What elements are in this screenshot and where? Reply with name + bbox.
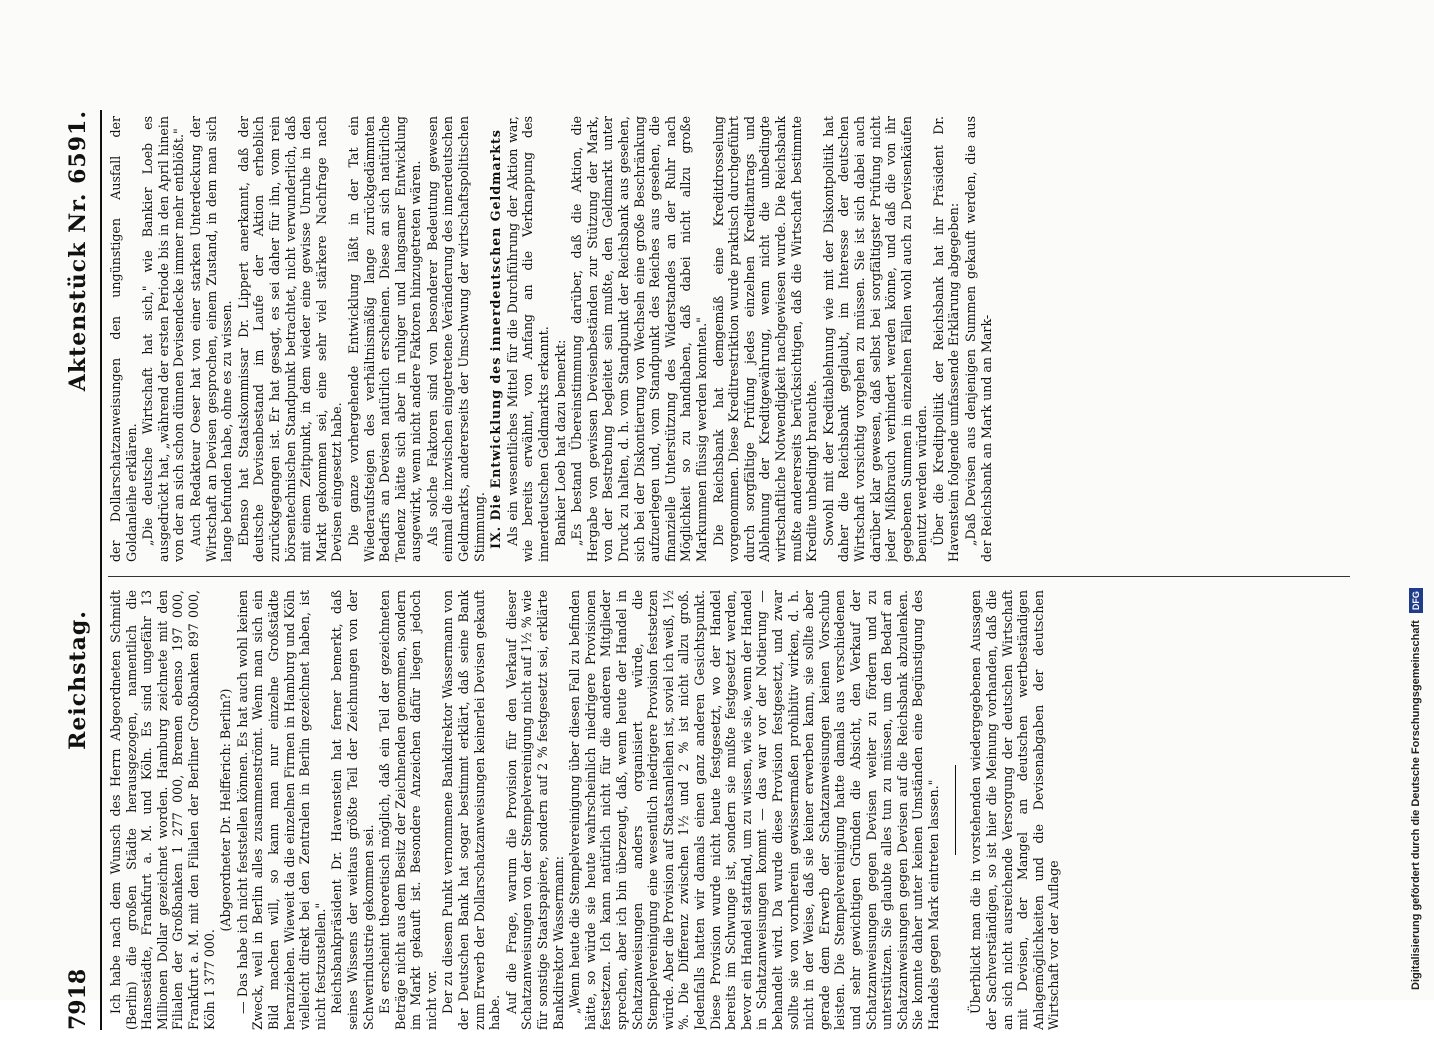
left-column (108, 590, 1350, 1030)
paragraph: Als ein wesentliches Mittel für die Durchführung der Aktion war, wie bereits erwähnt, von Anfang an die Verknappung des innerdeutschen Geldmarkts erkannt. (504, 116, 552, 562)
paragraph: Sowohl mit der Kreditablehnung wie mit der Diskontpolitik hat daher die Reichsbank geglaubt, im Interesse der deutschen Wirtschaft vorsichtig vorgehen zu müssen. Sie ist sich dabei auch darüber klar gewesen, daß selbst bei sorgfältigster Prüfung nicht jeder Mißbrauch verhindert werden könne, und daß die von ihr gegebenen Summen in einzelnen Fällen wohl auch zu Devisenkäufen benutzt werden würden. (820, 116, 930, 562)
header-title: Reichstag. (65, 610, 91, 750)
paragraph: Bankier Loeb hat dazu bemerkt: (552, 339, 568, 546)
section-heading: IX. Die Entwicklung des innerdeutschen Geldmarkts (488, 129, 504, 549)
right-column (108, 116, 1350, 562)
page-number: 7918 (65, 968, 91, 1030)
paragraph: Ich habe nach dem Wunsch des Herrn Abgeordneten Schmidt (Berlin) die großen Städte herausgezogen, namentlich die Hansestädte, Frankfurt a. M. und Köln. Es sind ungefähr 13 Millionen Dollar gezeichnet worden. Hamburg zeichnete mit den Filialen der Großbanken 1 277 000, Bremen ebenso 197 000, Frankfurt a. M. mit den Filialen der Berliner Großbanken 897 000, Köln 1 377 000. (108, 590, 217, 1030)
paragraph: Es erscheint theoretisch möglich, daß ein Teil der gezeichneten Beträge nicht aus dem Besitz der Zeichnenden genommen, sondern im Markt gekauft ist. Besondere Anzeichen dafür liegen jedoch nicht vor. (377, 590, 439, 1030)
paragraph: Reichsbankpräsident Dr. Havenstein hat ferner bemerkt, daß seines Wissens der weitaus größte Teil der Zeichnungen von der Schwerindustrie gekommen sei. (329, 590, 376, 1030)
credit-line (1406, 10, 1426, 990)
dfg-logo: DFG (1409, 588, 1423, 613)
document-page (60, 100, 1360, 1040)
paragraph: der Dollarschatzanweisungen den ungünstigen Ausfall der Goldanleihe erklären. (108, 116, 139, 562)
quotation: „Wenn heute die Stempelvereinigung über diesen Fall zu befinden hätte, so würde sie heute wahrscheinlich niedrigere Provisionen festsetzen. Ich kann natürlich nicht für die anderen Mitglieder sprechen, aber ich bin überzeugt, daß, wenn heute der Handel in Schatzanweisungen anders organisiert würde, die Stempelvereinigung eine wesentlich niedrigere Provision festsetzen würde. Aber die Provision auf Staatsanleihen ist, soviel ich weiß, 1½ %. Die Differenz zwischen 1½ und 2 % ist nicht allzu groß. Jedenfalls hatten wir damals einen ganz anderen Gesichtspunkt. Diese Provision wurde nicht heute festgesetzt, wo der Handel bereits im Schwunge ist, sondern sie mußte festgesetzt werden, bevor ein Handel stattfand, um zu wissen, wie sie, wenn der Handel in Schatzanweisungen kommt — das war vor der Notierung — behandelt wird. Da wurde diese Provision festgesetzt, und zwar sollte sie von vornherein gewissermaßen prohibitiv wirken, d. h. nicht in der Weise, daß sie keiner erwerben kann, sie sollte aber gerade dem Erwerb der Schatzanweisungen keinen Vorschub leisten. Die Stempelvereinigung hatte damals aus verschiedenen und sehr gewichtigen Gründen die Absicht, den Verkauf der Schatzanweisungen gegen Devisen weiter zu fördern und zu unterstützen. Sie glaubte alles tun zu müssen, um den Bedarf an Schatzanweisungen gegen Devisen auf die Reichsbank abzulenken. Sie konnte daher unter keinen Umständen eine Begünstigung des Handels gegen Mark eintreten lassen." (567, 590, 941, 1030)
page-header (60, 110, 96, 1030)
interjection: (Abgeordneter Dr. Helfferich: Berlin?) (218, 688, 234, 932)
paragraph: Über die Kreditpolitik der Reichsbank hat ihr Präsident Dr. Havenstein folgende umfassende Erklärung abgegeben: (930, 116, 962, 562)
quotation: „Daß Devisen aus denjenigen Summen gekauft werden, die aus der Reichsbank an Mark und an Mark- (963, 116, 994, 562)
digitization-credit (1406, 10, 1426, 990)
paragraph: — Das habe ich nicht feststellen können. Es hat auch wohl keinen Zweck, weil in Berlin alles zusammenströmt. Wenn man sich ein Bild machen will, so kann man nur einzelne Großstädte heranziehen. Wieweit da die einzelnen Firmen in Hamburg und Köln vielleicht direkt bei den Zentralen in Berlin gezeichnet haben, ist nicht festzustellen." (234, 590, 328, 1030)
paragraph: Der zu diesem Punkt vernommene Bankdirektor Wassermann von der Deutschen Bank hat sogar bestimmt erklärt, daß seine Bank zum Erwerb der Dollarschatzanweisungen keinerlei Devisen gekauft habe. (440, 590, 503, 1030)
paragraph: Ebenso hat Staatskommissar Dr. Lippert anerkannt, daß der deutsche Devisenbestand im Laufe der Aktion erheblich zurückgegangen ist. Er hat gesagt, es sei daher für ihn, vom rein börsentechnischen Standpunkt betrachtet, nicht verwunderlich, daß mit einem Zeitpunkt, in dem wieder eine gewisse Unruhe in den Markt gekommen sei, eine sehr viel stärkere Nachfrage nach Devisen eingesetzt habe. (235, 116, 345, 562)
column-divider (108, 576, 1350, 577)
paragraph: Überblickt man die in vorstehenden wiedergegebenen Aussagen der Sachverständigen, so ist hier die Meinung vorhanden, daß die an sich nicht ausreichende Versorgung der deutschen Wirtschaft mit Devisen, der Mangel an deutschen wertbeständigen Anlagemöglichkeiten und die Devisenabgaben der deutschen Wirtschaft vor der Auflage (968, 590, 1062, 1030)
paragraph: Auf die Frage, warum die Provision für den Verkauf dieser Schatzanweisungen von der Stempelvereinigung nicht auf 1½ % wie für sonstige Staatspapiere, sondern auf 2 % festgesetzt sei, erklärte Bankdirektor Wassermann: (503, 590, 566, 1030)
quotation: „Es bestand Übereinstimmung darüber, daß die Aktion, die Hergabe von gewissen Devisenbeständen zur Stützung der Mark, von der Bestrebung begleitet sein mußte, den Geldmarkt unter Druck zu halten, d. h. vom Standpunkt der Reichsbank aus gesehen, sich bei der Diskontierung von Wechseln eine große Beschränkung aufzuerlegen und, vom Standpunkt des Reiches aus gesehen, die finanzielle Unterstützung des Widerstandes an der Ruhr nach Möglichkeit so zu handhaben, daß dabei nicht allzu große Markummen flüssig werden konnten." (569, 116, 709, 562)
paragraph: Als solche Faktoren sind von besonderer Bedeutung gewesen einmal die inzwischen eingetretene Veränderung des innerdeutschen Geldmarkts, andererseits der Umschwung der wirtschaftspolitischen Stimmung. (424, 116, 487, 562)
section-separator (955, 765, 956, 855)
paragraph: Die ganze vorhergehende Entwicklung läßt in der Tat ein Wiederaufsteigen des verhältnismäßig lange zurückgedämmten Bedarfs an Devisen natürlich erscheinen. Diese an sich natürliche Tendenz hätte sich aber in ruhiger und langsamer Entwicklung ausgewirkt, wenn nicht andere Faktoren hinzugetreten wären. (345, 116, 424, 562)
credit-text: Digitalisierung gefördert durch die Deutsche Forschungsgemeinschaft (1410, 620, 1422, 990)
document-number: Aktenstück Nr. 6591. (65, 110, 91, 392)
paragraph: Die Reichsbank hat demgemäß eine Kreditdrosselung vorgenommen. Diese Kreditrestriktion wurde praktisch durchgeführt durch sorgfältige Prüfung jedes einzelnen Kreditantrags und Ablehnung der Kreditgewährung, wenn nicht die unbedingte wirtschaftliche Notwendigkeit nachgewiesen wurde. Die Reichsbank mußte andererseits berücksichtigen, daß die Wirtschaft bestimmte Kredite unbedingt brauchte. (710, 116, 820, 562)
quotation: „Die deutsche Wirtschaft hat sich," wie Bankier Loeb es ausgedrückt hat, „während der ersten Periode bis in den April hinein von der an sich schon dünnen Devisendecke immer mehr entblößt." (140, 116, 187, 562)
paragraph: Auch Redakteur Oeser hat von einer starken Unterdeckung der Wirtschaft an Devisen gesprochen, einem Zustand, in dem man sich lange befunden habe, ohne es zu wissen. (187, 116, 235, 562)
header-rule (100, 110, 102, 1030)
